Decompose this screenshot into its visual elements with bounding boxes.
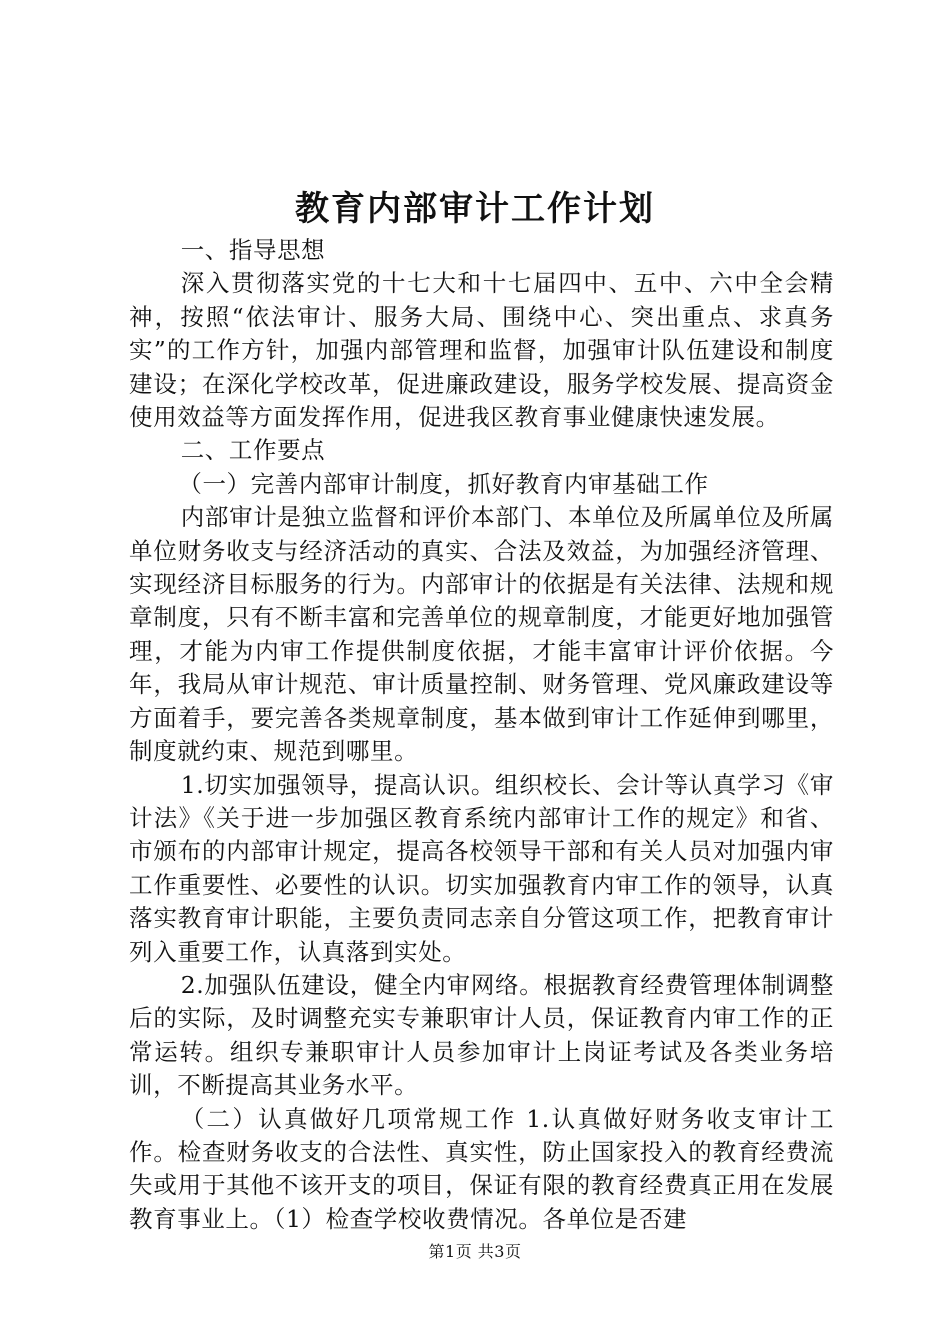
paragraph-guiding-thought: 深入贯彻落实党的十七大和十七届四中、五中、六中全会精神，按照“依法审计、服务大局、围绕中心、突出重点、求真务实”的工作方针，加强内部管理和监督，加强审计队伍建设和制度建设；在深化学校改革，促进廉政建设，服务学校发展、提高资金使用效益等方面发挥作用，促进我区教育事业健康快速发展。 [129,269,834,432]
paragraph-item-2: 2.加强队伍建设，健全内审网络。根据教育经费管理体制调整后的实际，及时调整充实专兼职审计人员，保证教育内审工作的正常运转。组织专兼职审计人员参加审计上岗证考试及各类业务培训，不断提高其业务水平。 [129,970,834,1100]
subsection-heading-1: （一）完善内部审计制度，抓好教育内审基础工作 [178,469,709,498]
paragraph-routine-work: （二）认真做好几项常规工作 1.认真做好财务收支审计工作。检查财务收支的合法性、真实性，防止国家投入的教育经费流失或用于其他不该开支的项目，保证有限的教育经费真正用在发展教育事业上。（1）检查学校收费情况。各单位是否建 [129,1104,834,1233]
section-heading-work-points: 二、工作要点 [180,436,326,465]
page-footer: 第1页 共3页 [428,1242,522,1261]
document-title: 教育内部审计工作计划 [295,189,655,229]
paragraph-item-1: 1.切实加强领导，提高认识。组织校长、会计等认真学习《审计法》《关于进一步加强区教育系统内部审计工作的规定》和省、市颁布的内部审计规定，提高各校领导干部和有关人员对加强内审工作重要性、必要性的认识。切实加强教育内审工作的领导，认真落实教育审计职能，主要负责同志亲自分管这项工作，把教育审计列入重要工作，认真落到实处。 [129,770,834,966]
section-heading-guiding-thought: 一、指导思想 [180,236,326,264]
paragraph-internal-audit: 内部审计是独立监督和评价本部门、本单位及所属单位及所属单位财务收支与经济活动的真实、合法及效益，为加强经济管理、实现经济目标服务的行为。内部审计的依据是有关法律、法规和规章制度，只有不断丰富和完善单位的规章制度，才能更好地加强管理，才能为内审工作提供制度依据，才能丰富审计评价依据。今年，我局从审计规范、审计质量控制、财务管理、党风廉政建设等方面着手，要完善各类规章制度，基本做到审计工作延伸到哪里，制度就约束、规范到哪里。 [129,503,834,766]
document-body [129,234,834,1236]
